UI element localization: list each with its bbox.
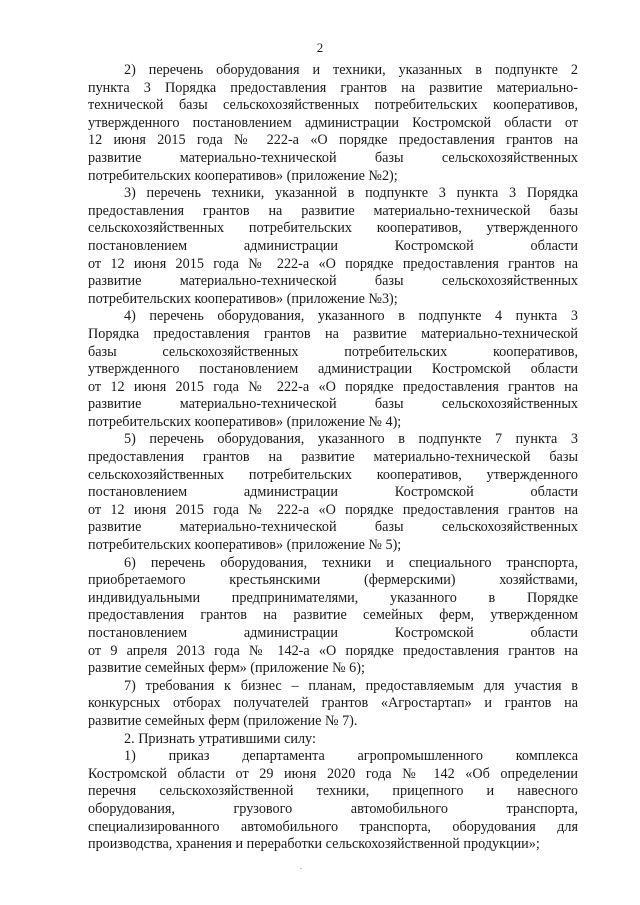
- text-line: 2) перечень оборудования и техники, указанных в подпункте 2: [124, 62, 578, 78]
- text-line: от 12 июня 2015 года № 222-а «О порядке предоставления грантов на: [88, 501, 578, 518]
- text-line: 5) перечень оборудования, указанного в подпункте 7 пункта 3: [124, 431, 578, 448]
- text-line: 7) требования к бизнес – планам, предоставляемым для участия в: [124, 677, 578, 694]
- paragraph-repeal-item-1: [88, 748, 578, 854]
- paragraph-item-3: [88, 185, 578, 308]
- text-line: утвержденного постановлением администрации Костромской области от: [88, 114, 578, 131]
- text-line: от 12 июня 2015 года № 222-а «О порядке предоставления грантов на: [88, 255, 578, 272]
- text-line: технической базы сельскохозяйственных потребительских кооперативов,: [88, 97, 578, 114]
- text-line: специализированного автомобильного транспорта, оборудования для: [88, 818, 578, 835]
- text-line: Костромской области от 29 июня 2020 года № 142 «Об определении: [88, 765, 578, 782]
- text-line: базы сельскохозяйственных потребительских кооперативов,: [88, 343, 578, 360]
- text-line: развитие материально-технической базы сельскохозяйственных: [88, 396, 578, 413]
- text-line: 12 июня 2015 года № 222-а «О порядке предоставления грантов на: [88, 132, 578, 149]
- paragraph-item-4: [88, 308, 578, 431]
- text-line: 2. Признать утратившими силу:: [124, 730, 316, 747]
- text-line: оборудования, грузового автомобильного транспорта,: [88, 800, 578, 817]
- text-line: потребительских кооперативов» (приложение №2);: [88, 167, 398, 184]
- page-number: 2: [316, 40, 324, 55]
- scan-artifact: [300, 868, 302, 869]
- text-line: постановлением администрации Костромской области: [88, 237, 578, 254]
- text-line: приобретаемого крестьянскими (фермерскими) хозяйствами,: [88, 572, 578, 589]
- text-line: пункта 3 Порядка предоставления грантов на развитие материально-: [88, 79, 578, 96]
- text-line: индивидуальными предпринимателями, указанного в Порядке: [88, 589, 578, 606]
- text-line: перечня сельскохозяйственной техники, прицепного и навесного: [88, 783, 578, 800]
- text-line: потребительских кооперативов» (приложение № 5);: [88, 537, 402, 554]
- paragraph-item-6: [88, 555, 578, 678]
- text-line: 3) перечень техники, указанной в подпункте 3 пункта 3 Порядка: [124, 185, 578, 202]
- paragraph-section-2: [88, 731, 578, 749]
- text-line: развитие семейных ферм» (приложение № 6);: [88, 660, 365, 677]
- text-line: потребительских кооперативов» (приложение № 4);: [88, 413, 402, 430]
- text-line: постановлением администрации Костромской области: [88, 484, 578, 501]
- text-line: 1) приказ департамента агропромышленного комплекса: [124, 748, 578, 765]
- text-line: развитие материально-технической базы сельскохозяйственных: [88, 149, 578, 166]
- text-line: потребительских кооперативов» (приложение №3);: [88, 290, 398, 307]
- text-line: предоставления грантов на развитие материально-технической базы: [88, 449, 578, 466]
- paragraph-item-2: [88, 62, 578, 185]
- text-line: предоставления грантов на развитие материально-технической базы: [88, 202, 578, 219]
- text-line: 4) перечень оборудования, указанного в подпункте 4 пункта 3: [124, 308, 578, 325]
- paragraph-item-5: [88, 431, 578, 554]
- text-line: от 9 апреля 2013 года № 142-а «О порядке предоставления грантов на: [88, 642, 578, 659]
- text-line: конкурсных отборах получателей грантов «Агростартап» и грантов на: [88, 695, 578, 712]
- text-line: Порядка предоставления грантов на развитие материально-технической: [88, 325, 578, 342]
- text-line: сельскохозяйственных потребительских кооперативов, утвержденного: [88, 220, 578, 237]
- text-line: утвержденного постановлением администрации Костромской области: [88, 361, 578, 378]
- text-line: развитие материально-технической базы сельскохозяйственных: [88, 273, 578, 290]
- text-line: 6) перечень оборудования, техники и специального транспорта,: [124, 554, 578, 571]
- text-line: сельскохозяйственных потребительских кооперативов, утвержденного: [88, 466, 578, 483]
- text-line: производства, хранения и переработки сельскохозяйственной продукции»;: [88, 836, 540, 853]
- text-line: развитие семейных ферм (приложение № 7).: [88, 712, 358, 729]
- text-line: развитие материально-технической базы сельскохозяйственных: [88, 519, 578, 536]
- document-body: [88, 62, 578, 854]
- text-line: от 12 июня 2015 года № 222-а «О порядке предоставления грантов на: [88, 378, 578, 395]
- text-line: предоставления грантов на развитие семейных ферм, утвержденном: [88, 607, 578, 624]
- text-line: постановлением администрации Костромской области: [88, 625, 578, 641]
- paragraph-item-7: [88, 678, 578, 731]
